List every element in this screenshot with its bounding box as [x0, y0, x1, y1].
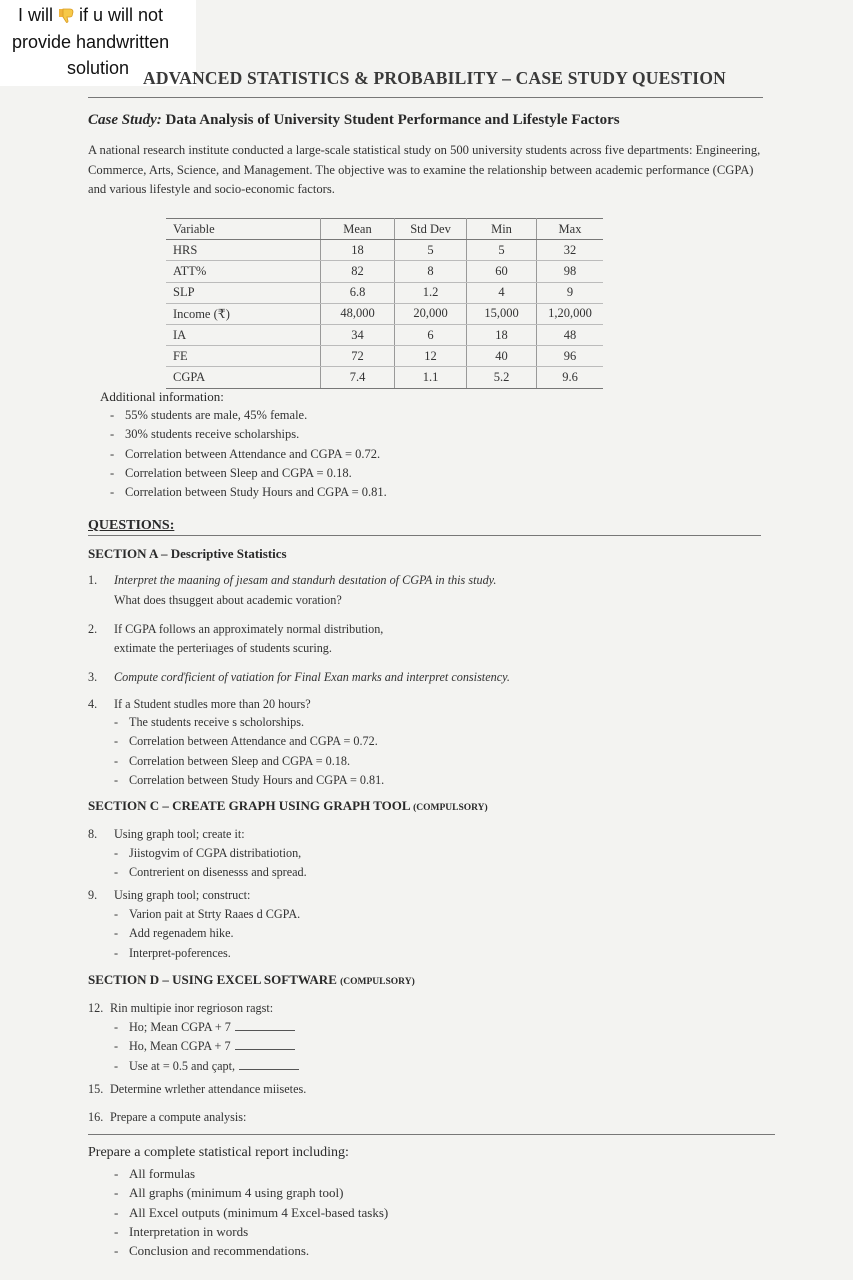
table-cell-value: 48,000 — [321, 303, 395, 324]
table-cell-variable: ATT% — [166, 261, 321, 282]
question-12-line-1: Rin multipie inor regrioson ragst: — [110, 1001, 274, 1015]
section-c-title: SECTION C – CREATE GRAPH USING GRAPH TOOL — [88, 798, 410, 813]
table-header-row — [166, 219, 603, 240]
question-1-line-2: What does thsuggeıt about academic voration? — [114, 593, 342, 607]
list-item: - Interpretation in words — [114, 1222, 388, 1241]
list-item: - Correlation between Study Hours and CGPA = 0.81. — [114, 771, 384, 790]
question-4-list — [114, 713, 384, 790]
significance-text: Use at = 0.5 and çapt, — [129, 1058, 236, 1073]
table-cell-variable: IA — [166, 324, 321, 345]
questions-heading: QUESTIONS: — [88, 518, 175, 533]
table-cell-value: 6.8 — [321, 282, 395, 303]
table-cell-value: 82 — [321, 261, 395, 282]
caption-line-3: solution — [67, 58, 130, 78]
table-cell-value: 9.6 — [537, 367, 604, 388]
report-divider — [88, 1134, 775, 1135]
table-cell-value: 7.4 — [321, 367, 395, 388]
statistics-table — [166, 218, 603, 389]
thumbs-down-icon — [57, 7, 75, 23]
header-variable: Variable — [166, 219, 321, 240]
question-4-line-1: If a Student studles more than 20 hours? — [114, 697, 311, 711]
list-item — [114, 1018, 299, 1037]
table-cell-value: 1.2 — [395, 282, 467, 303]
table-cell-variable: FE — [166, 346, 321, 367]
table-cell-value: 5 — [395, 240, 467, 261]
list-item: - Interpret-poferences. — [114, 944, 300, 963]
question-8-line-1: Using graph tool; create it: — [114, 827, 245, 841]
table-cell-value: 5 — [467, 240, 537, 261]
case-study-heading — [88, 112, 620, 129]
table-cell-value: 32 — [537, 240, 604, 261]
table-cell-value: 1,20,000 — [537, 303, 604, 324]
table-cell-value: 6 — [395, 324, 467, 345]
list-item: - The students receive s scholorships. — [114, 713, 384, 732]
list-item: - Correlation between Study Hours and CGPA = 0.81. — [110, 483, 387, 502]
header-mean: Mean — [321, 219, 395, 240]
list-item: - Correlation between Attendance and CGPA = 0.72. — [110, 445, 387, 464]
question-2-line-2: extimate the perteriıages of students scuring. — [114, 641, 332, 655]
hypothesis-text: Ho, Mean CGPA + 7 — [129, 1039, 231, 1054]
table-cell-value: 4 — [467, 282, 537, 303]
caption-text-b: if u will not — [79, 5, 164, 25]
list-item: - All formulas — [114, 1164, 388, 1183]
list-item: - Correlation between Sleep and CGPA = 0.18. — [114, 752, 384, 771]
document-title: ADVANCED STATISTICS & PROBABILITY – CASE STUDY QUESTION — [143, 68, 726, 88]
question-3-line-1: Compute corďficient of vatiation for Final Exan marks and interpret consistency. — [114, 670, 510, 684]
table-row — [166, 346, 603, 367]
table-cell-value: 20,000 — [395, 303, 467, 324]
caption-line-1 — [18, 5, 163, 26]
question-9-line-1: Using graph tool; construct: — [114, 888, 251, 902]
list-item: - Varion pait at Strty Raaes d CGPA. — [114, 905, 300, 924]
section-d-note: (COMPULSORY) — [340, 977, 415, 987]
table-cell-value: 8 — [395, 261, 467, 282]
question-number: 9. — [88, 888, 98, 902]
caption-line-2: provide handwritten — [12, 32, 170, 52]
section-a-heading: SECTION A – Descriptive Statistics — [88, 546, 287, 561]
report-requirements-list — [114, 1164, 388, 1260]
question-9-list — [114, 905, 300, 963]
table-cell-value: 12 — [395, 346, 467, 367]
question-number: 15. — [88, 1082, 104, 1096]
table-cell-value: 18 — [467, 324, 537, 345]
table-row — [166, 240, 603, 261]
title-divider — [88, 97, 763, 98]
question-15-line-1: Determine wrlether attendance miisetes. — [110, 1082, 307, 1096]
question-number: 2. — [88, 622, 98, 636]
table-cell-value: 5.2 — [467, 367, 537, 388]
list-item: - Jiistogvim of CGPA distribatiotion, — [114, 844, 307, 863]
table-cell-value: 40 — [467, 346, 537, 367]
section-c-heading — [88, 798, 488, 814]
list-item: - All graphs (minimum 4 using graph tool) — [114, 1183, 388, 1202]
question-2-line-1: If CGPA follows an approximately normal distribution, — [114, 622, 384, 636]
question-number: 8. — [88, 827, 98, 841]
question-12-list — [114, 1018, 299, 1076]
answer-blank — [235, 1020, 295, 1031]
list-item: - Add regenadem hike. — [114, 924, 300, 943]
answer-blank — [239, 1059, 299, 1070]
header-min: Min — [467, 219, 537, 240]
table-cell-value: 1.1 — [395, 367, 467, 388]
case-study-title: Data Analysis of University Student Performance and Lifestyle Factors — [165, 112, 620, 128]
table-cell-variable: SLP — [166, 282, 321, 303]
hypothesis-text: Ho; Mean CGPA + 7 — [129, 1020, 231, 1034]
table-cell-variable: Income (₹) — [166, 303, 321, 324]
case-study-label: Case Study: — [88, 112, 162, 128]
question-8-list — [114, 844, 307, 883]
table-cell-value: 96 — [537, 346, 604, 367]
table-row — [166, 324, 603, 345]
header-max: Max — [537, 219, 604, 240]
table-row — [166, 261, 603, 282]
table-cell-value: 72 — [321, 346, 395, 367]
report-heading: Prepare a complete statistical report including: — [88, 1145, 349, 1160]
table-cell-variable: CGPA — [166, 367, 321, 388]
question-number: 3. — [88, 670, 98, 684]
table-row — [166, 282, 603, 303]
table-row — [166, 367, 603, 388]
list-item — [114, 1037, 299, 1056]
list-item — [114, 1057, 299, 1076]
list-item: - All Excel outputs (minimum 4 Excel-based tasks) — [114, 1203, 388, 1222]
table-cell-variable: HRS — [166, 240, 321, 261]
answer-blank — [235, 1039, 295, 1050]
section-d-heading — [88, 972, 415, 988]
section-c-note: (COMPULSORY) — [413, 803, 488, 813]
header-std-dev: Std Dev — [395, 219, 467, 240]
caption-text-a: I will — [18, 5, 53, 25]
question-1-line-1: Interpret the maaning of jıesam and standurh desıtation of CGPA in this study. — [114, 573, 497, 587]
table-cell-value: 15,000 — [467, 303, 537, 324]
additional-info-heading: Additional information: — [100, 389, 224, 404]
table-cell-value: 18 — [321, 240, 395, 261]
list-item: - Conclusion and recommendations. — [114, 1241, 388, 1260]
question-number: 12. — [88, 1001, 104, 1015]
list-item: - Correlation between Sleep and CGPA = 0.18. — [110, 464, 387, 483]
additional-info-list — [110, 406, 387, 502]
list-item: - Correlation between Attendance and CGPA = 0.72. — [114, 732, 384, 751]
questions-divider — [88, 535, 761, 536]
table-row — [166, 303, 603, 324]
list-item: - 55% students are male, 45% female. — [110, 406, 387, 425]
table-cell-value: 9 — [537, 282, 604, 303]
question-number: 1. — [88, 573, 98, 587]
question-number: 4. — [88, 697, 98, 711]
list-item: - Contrerient on disenesss and spread. — [114, 863, 307, 882]
table-cell-value: 48 — [537, 324, 604, 345]
table-cell-value: 98 — [537, 261, 604, 282]
question-number: 16. — [88, 1110, 104, 1124]
question-16-line-1: Prepare a compute analysis: — [110, 1110, 247, 1124]
intro-paragraph: A national research institute conducted a large-scale statistical study on 500 university students across five departments: Engineering, Commerce, Arts, Science, and Management. The objective was to examine the relationship between academic performance (CGPA) and various lifestyle and socio-economic factors. — [88, 143, 761, 196]
list-item: - 30% students receive scholarships. — [110, 425, 387, 444]
table-cell-value: 34 — [321, 324, 395, 345]
section-d-title: SECTION D – USING EXCEL SOFTWARE — [88, 972, 337, 987]
table-cell-value: 60 — [467, 261, 537, 282]
